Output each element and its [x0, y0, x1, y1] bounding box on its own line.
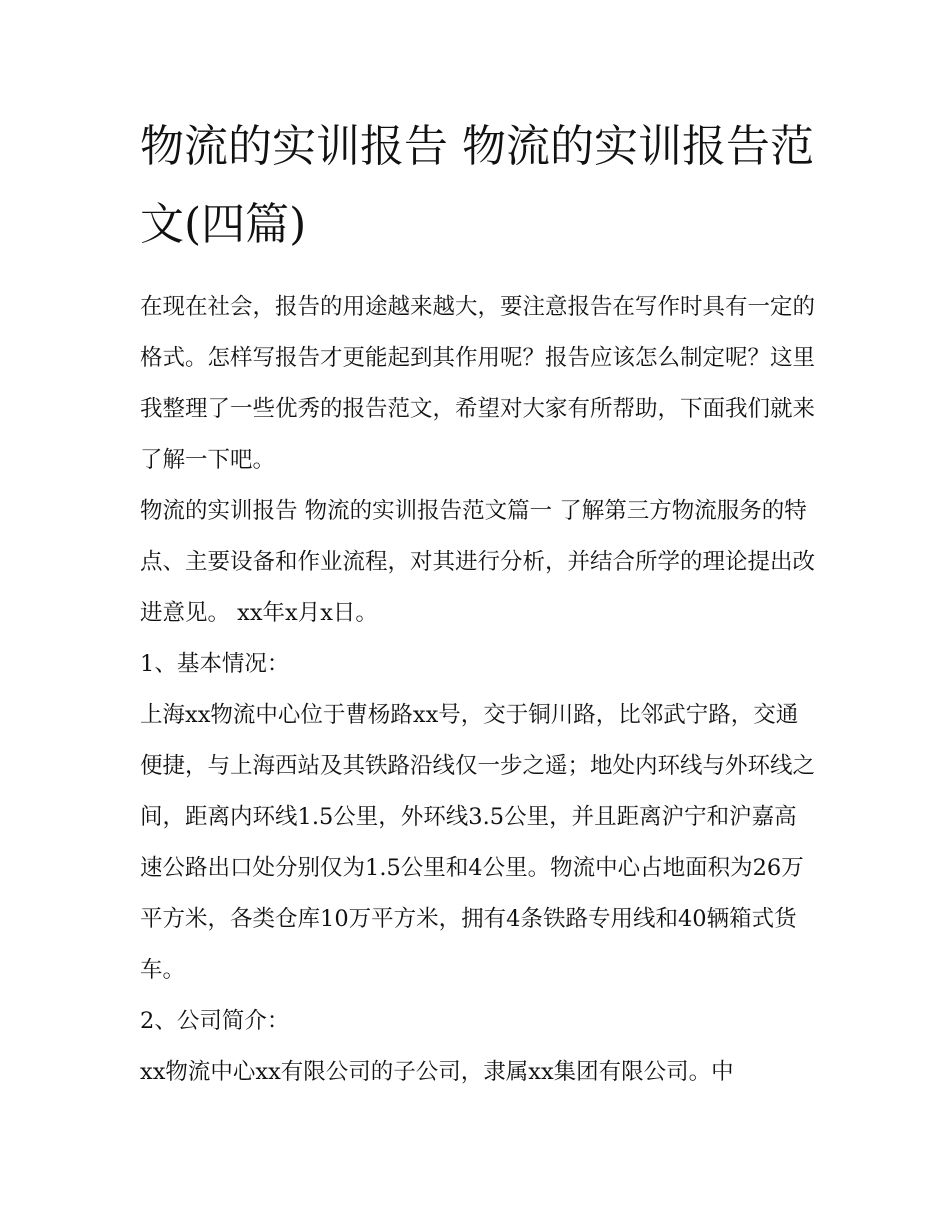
heading-basic-situation: 1、基本情况：: [140, 651, 290, 677]
document-body: [140, 108, 815, 1098]
paragraph-section-one-intro: 物流的实训报告 物流的实训报告范文篇一 了解第三方物流服务的特点、主要设备和作业流程，对其进行分析，并结合所学的理论提出改进意见。 xx年x月x日。: [140, 498, 816, 626]
paragraph-company-profile: xx物流中心xx有限公司的子公司，隶属xx集团有限公司。中: [140, 1059, 734, 1085]
heading-company-profile: 2、公司简介：: [140, 1008, 290, 1034]
document-title: 物流的实训报告 物流的实训报告范文(四篇): [140, 121, 814, 250]
paragraph-intro: 在现在社会，报告的用途越来越大，要注意报告在写作时具有一定的格式。怎样写报告才更能起到其作用呢？报告应该怎么制定呢？这里我整理了一些优秀的报告范文，希望对大家有所帮助，下面我们就来了解一下吧。: [140, 294, 816, 473]
paragraph-basic-situation: 上海xx物流中心位于曹杨路xx号，交于铜川路，比邻武宁路，交通便捷，与上海西站及其铁路沿线仅一步之遥；地处内环线与外环线之间，距离内环线1.5公里，外环线3.5公里，并且距离沪宁和沪嘉高速公路出口处分别仅为1.5公里和4公里。物流中心占地面积为26万平方米，各类仓库10万平方米，拥有4条铁路专用线和40辆箱式货车。: [140, 702, 816, 983]
